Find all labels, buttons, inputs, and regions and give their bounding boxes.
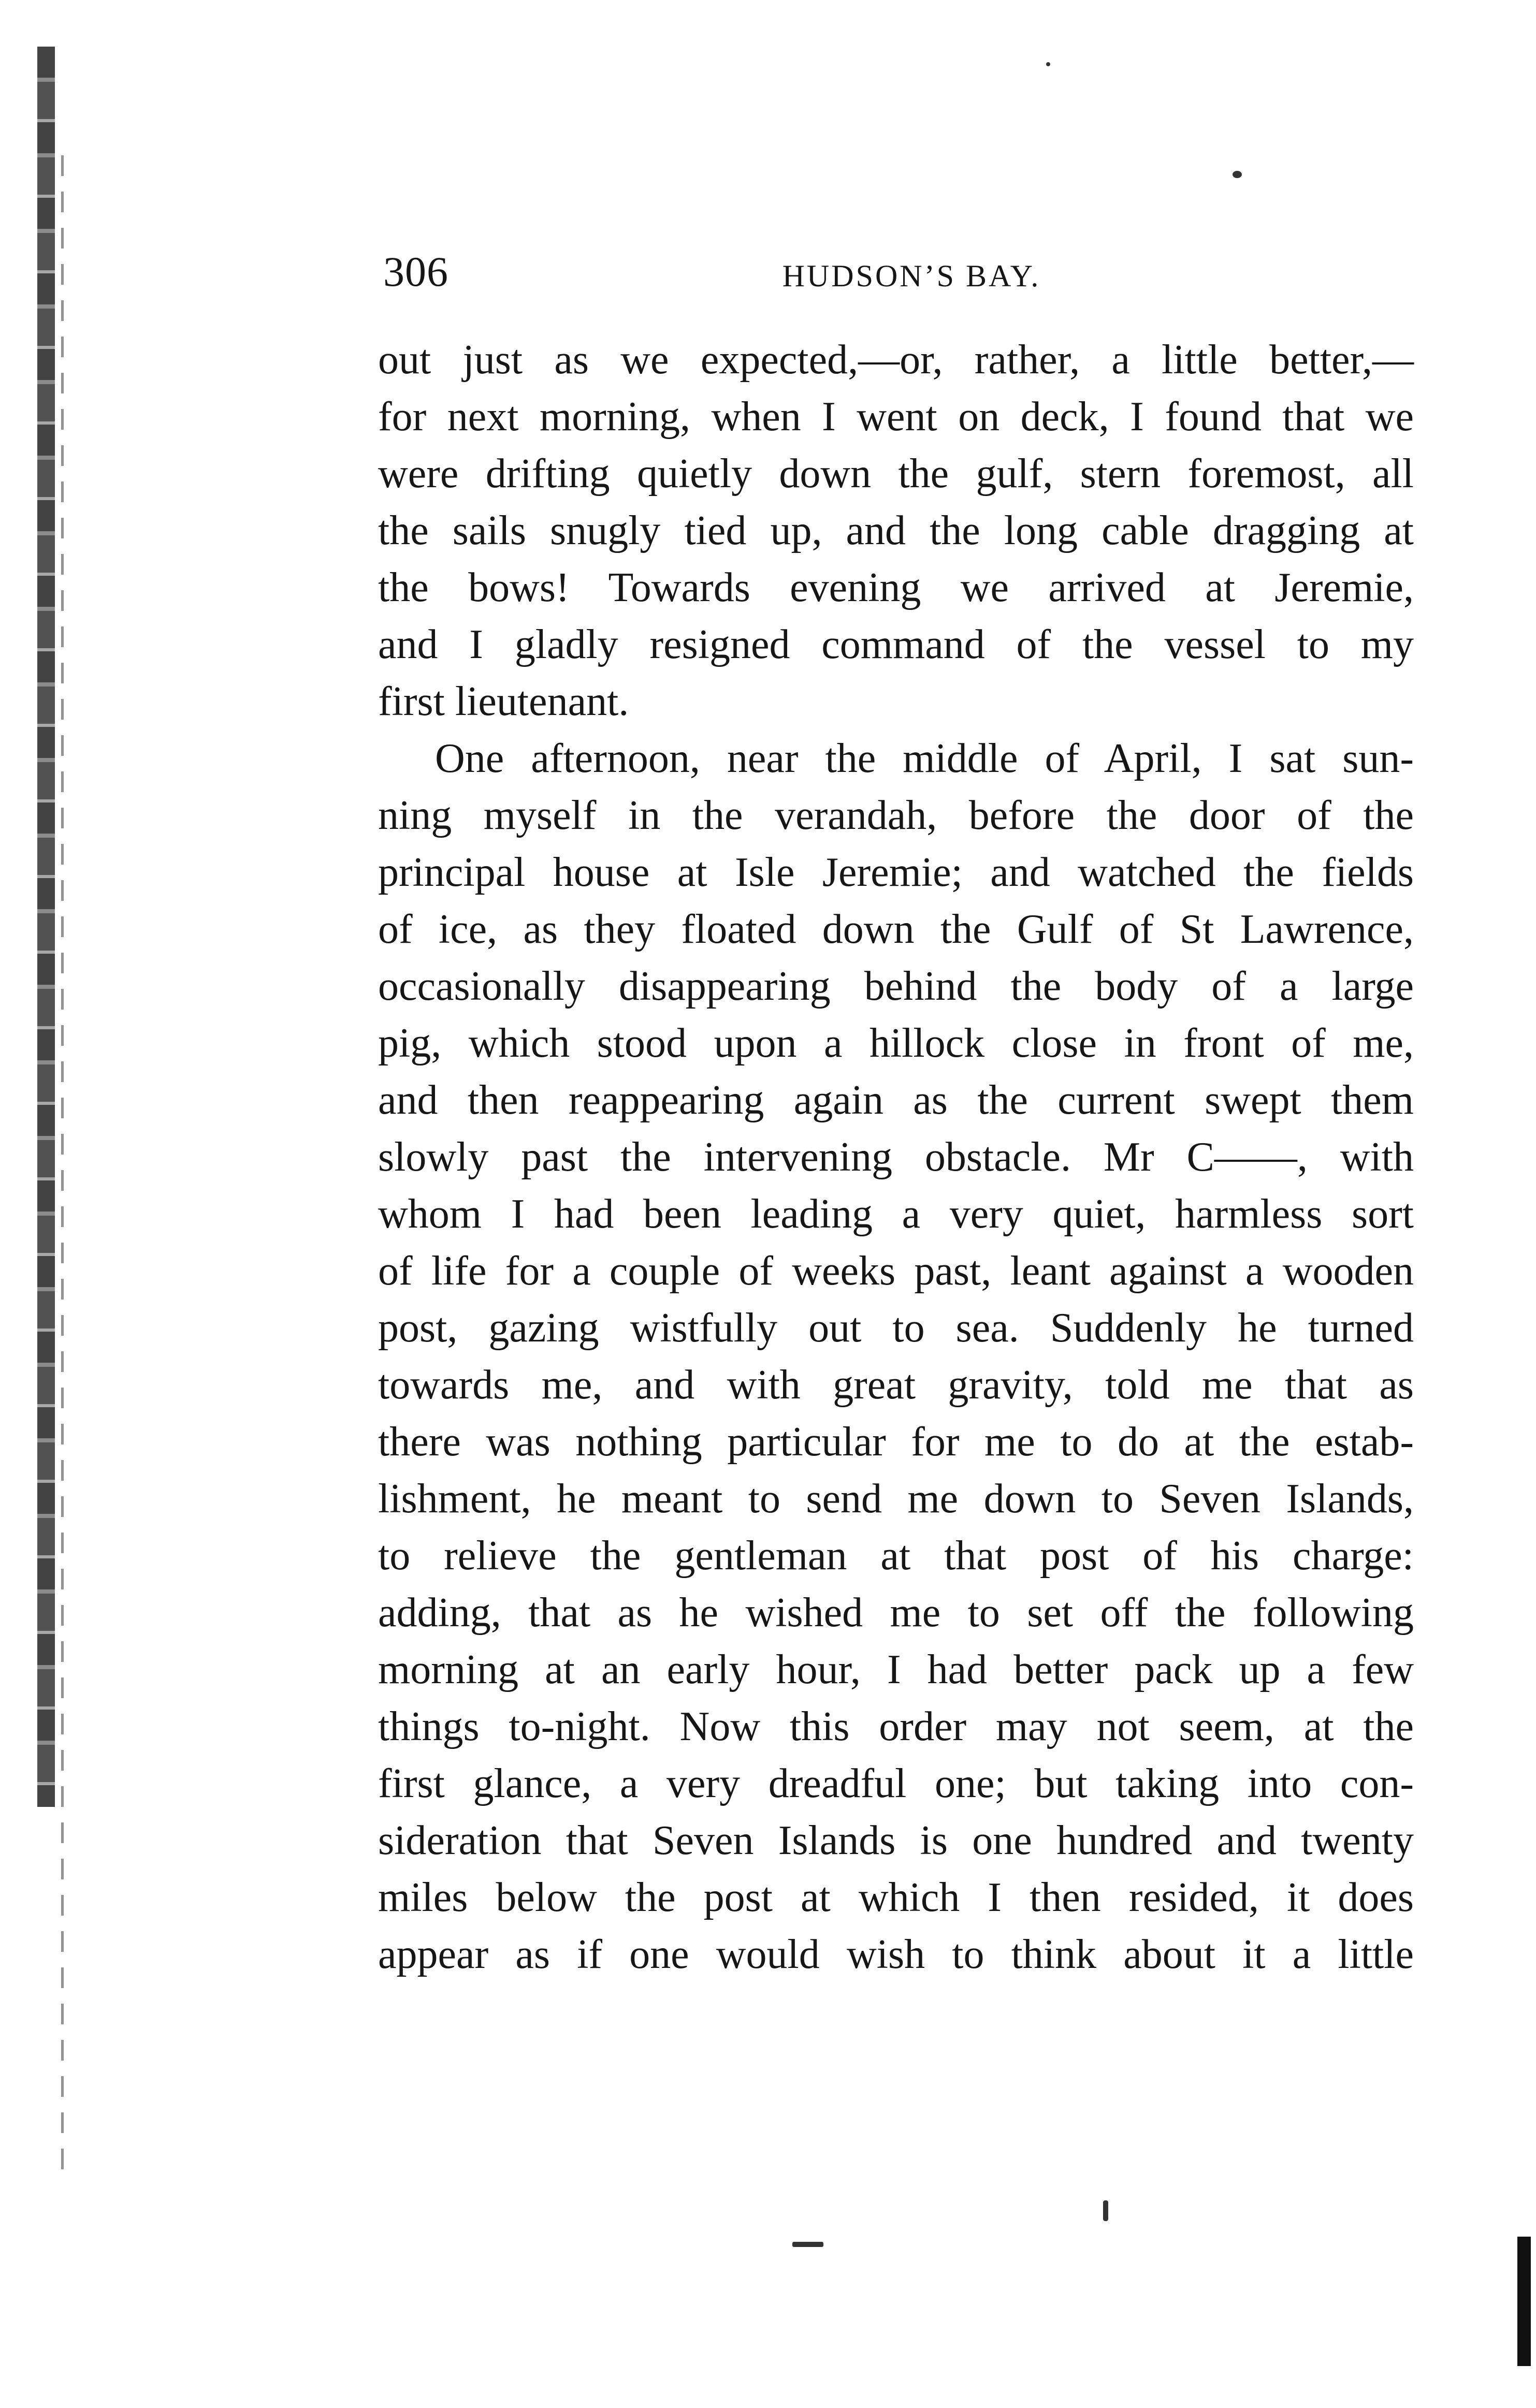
text-line: first lieutenant.: [378, 679, 629, 724]
body-text: [378, 331, 1414, 1983]
scan-speck: [1233, 171, 1242, 178]
text-line: first glance, a very dreadful one; but taking into con-: [378, 1761, 1414, 1806]
scan-speck: [1103, 2200, 1108, 2221]
scan-edge-mark: [1517, 2237, 1531, 2366]
text-line: adding, that as he wished me to set off the following: [378, 1590, 1414, 1636]
text-line: and then reappearing again as the current swept them: [378, 1077, 1414, 1123]
text-line: whom I had been leading a very quiet, harmless sort: [378, 1191, 1414, 1237]
text-line: pig, which stood upon a hillock close in front of me,: [378, 1020, 1414, 1066]
text-line: lishment, he meant to send me down to Seven Islands,: [378, 1476, 1414, 1522]
scan-binding-shadow: [61, 155, 64, 2175]
page-header: [383, 243, 1409, 300]
text-line: morning at an early hour, I had better pack up a few: [378, 1647, 1414, 1692]
text-line: the bows! Towards evening we arrived at Jeremie,: [378, 565, 1414, 610]
text-line: ning myself in the verandah, before the door of the: [378, 793, 1414, 838]
text-line: of ice, as they floated down the Gulf of St Lawrence,: [378, 907, 1414, 952]
scan-speck: [792, 2242, 823, 2247]
scan-speck: [1046, 62, 1050, 66]
page-number: 306: [383, 248, 448, 295]
text-line: towards me, and with great gravity, told me that as: [378, 1362, 1414, 1408]
scan-binding-edge: [37, 47, 55, 1807]
text-line: post, gazing wistfully out to sea. Suddenly he turned: [378, 1305, 1414, 1351]
text-line: sideration that Seven Islands is one hundred and twenty: [378, 1818, 1414, 1863]
paragraph-1: [378, 331, 1414, 730]
text-line: were drifting quietly down the gulf, stern foremost, all: [378, 451, 1414, 497]
text-line: slowly past the intervening obstacle. Mr C——, with: [378, 1134, 1414, 1180]
text-line: One afternoon, near the middle of April, I sat sun-: [435, 736, 1414, 781]
text-line: miles below the post at which I then resided, it does: [378, 1875, 1414, 1920]
text-line: occasionally disappearing behind the body of a large: [378, 964, 1414, 1009]
text-line: principal house at Isle Jeremie; and watched the fields: [378, 850, 1414, 895]
text-line: and I gladly resigned command of the vessel to my: [378, 622, 1414, 667]
text-line: to relieve the gentleman at that post of his charge:: [378, 1533, 1414, 1579]
running-title: HUDSON’S BAY.: [782, 259, 1041, 293]
text-line: appear as if one would wish to think about it a little: [378, 1932, 1414, 1977]
text-line: things to-night. Now this order may not seem, at the: [378, 1704, 1414, 1749]
text-line: the sails snugly tied up, and the long cable dragging at: [378, 508, 1414, 553]
text-line: out just as we expected,—or, rather, a little better,—: [378, 337, 1414, 383]
paragraph-2: [378, 730, 1414, 1983]
text-line: of life for a couple of weeks past, leant against a wooden: [378, 1248, 1414, 1294]
text-line: for next morning, when I went on deck, I found that we: [378, 394, 1414, 440]
text-line: there was nothing particular for me to do at the estab-: [378, 1419, 1414, 1465]
